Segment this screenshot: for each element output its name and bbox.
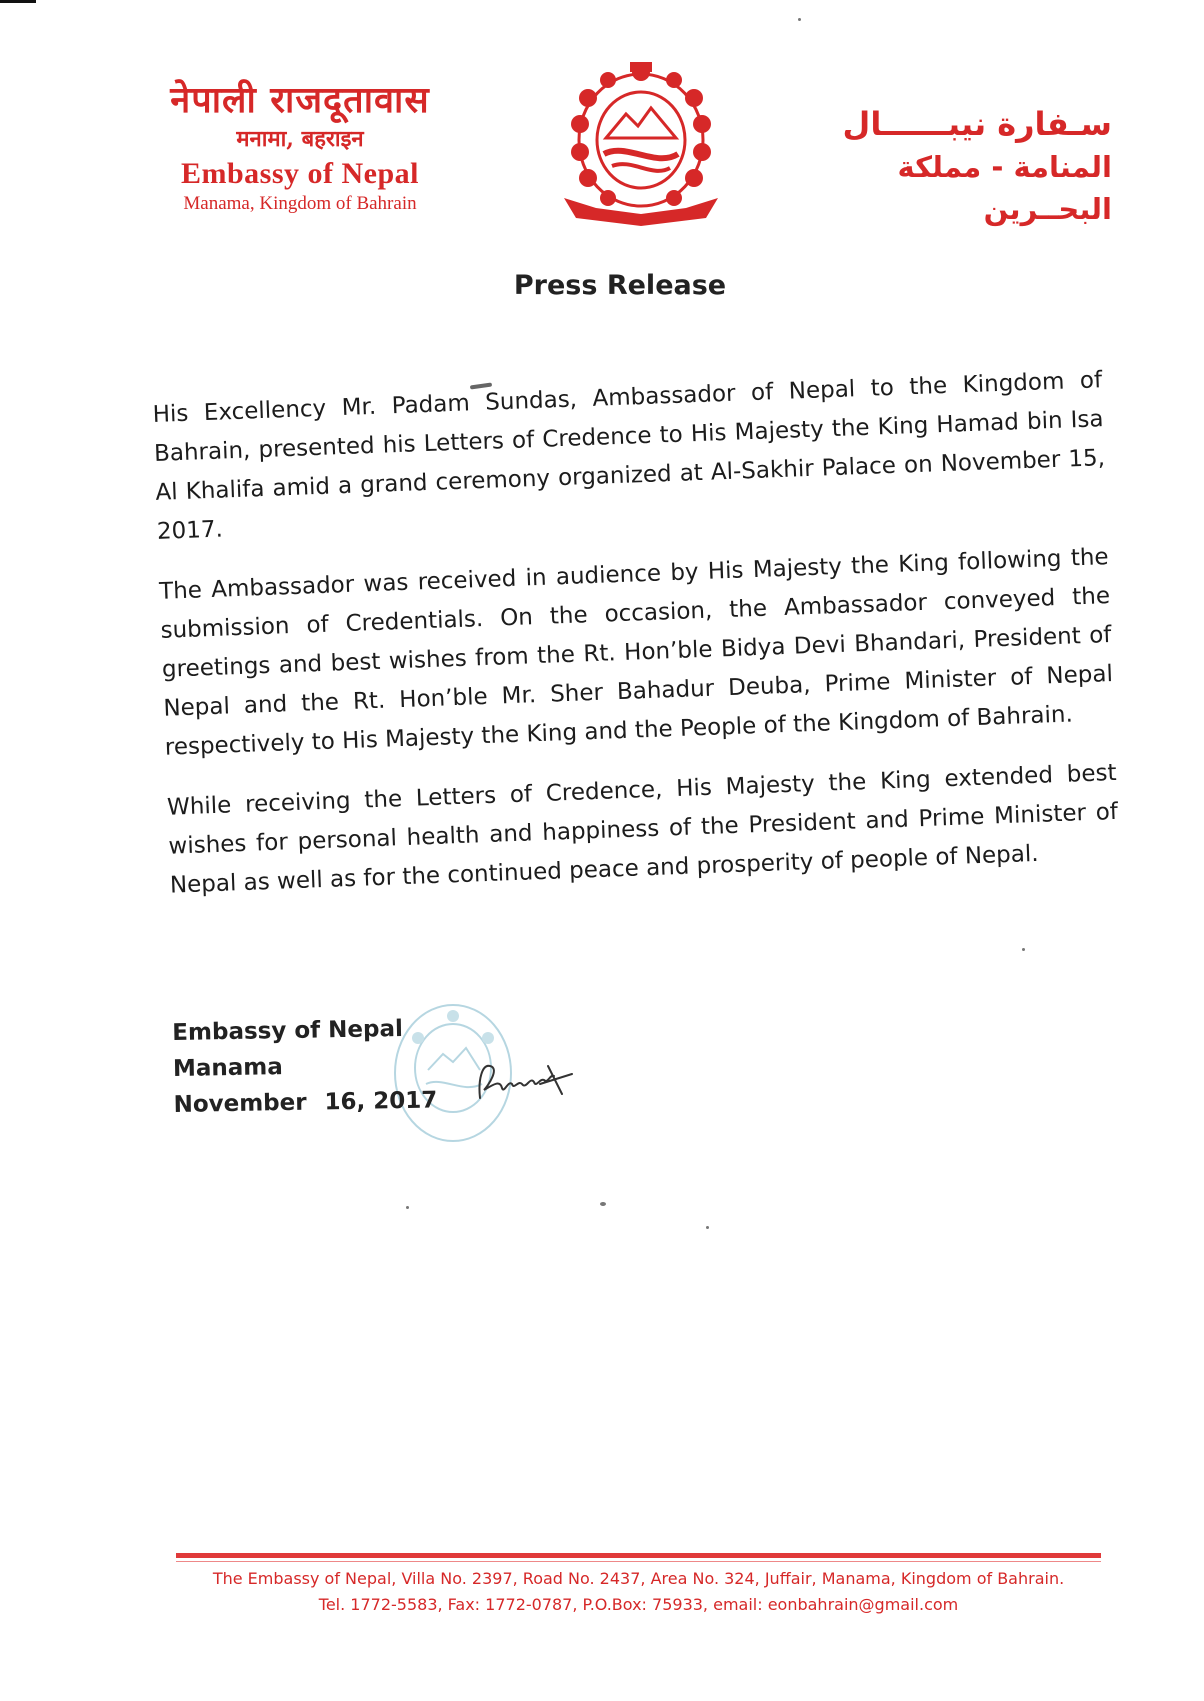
scan-speck [600, 1202, 606, 1206]
sign-off-date-month: November [173, 1089, 307, 1118]
arabic-location: المنامة - مملكة البحــرين [897, 150, 1112, 226]
document-title: Press Release [513, 270, 727, 301]
scan-corner-mark [0, 0, 36, 3]
footer-address: The Embassy of Nepal, Villa No. 2397, Road No. 2437, Area No. 324, Juffair, Manama, Kingdom of Bahrain. [212, 1569, 1065, 1588]
sign-off-date [173, 1082, 437, 1123]
letterhead-left [140, 78, 460, 216]
nepali-embassy-title: नेपाली राजदूतावास [170, 79, 430, 121]
arabic-embassy-title: سـفارة نيبــــــال [842, 105, 1112, 143]
handwritten-signature-icon [470, 1050, 580, 1110]
signature-block [172, 1010, 438, 1123]
nepal-coat-of-arms-icon [556, 58, 726, 228]
sign-off-city: Manama [172, 1054, 283, 1082]
scan-speck [706, 1226, 709, 1229]
footer [176, 1566, 1101, 1618]
paragraph-3: While receiving the Letters of Credence, His Majesty the King extended best wishes for personal health and happiness of the President and Prime Minister of Nepal as well as for the continued peace and prosperity of people of Nepal. [166, 759, 1119, 899]
footer-rule [176, 1553, 1101, 1558]
english-embassy-title: Embassy of Nepal [180, 157, 420, 190]
scan-speck [798, 18, 801, 21]
body-text [152, 361, 1121, 926]
scan-speck [406, 1206, 409, 1209]
sign-off-organization: Embassy of Nepal [172, 1015, 404, 1046]
paragraph-1: His Excellency Mr. Padam Sundas, Ambassador of Nepal to the Kingdom of Bahrain, presented his Letters of Credence to His Majesty the King Hamad bin Isa Al Khalifa amid a grand ceremony organized at Al-Sakhir Palace on November 15, 2017. [152, 367, 1106, 545]
footer-contact: Tel. 1772-5583, Fax: 1772-0787, P.O.Box: 75933, email: eonbahrain@gmail.com [318, 1595, 959, 1614]
paragraph-2: The Ambassador was received in audience by His Majesty the King following the submission of Credentials. On the occasion, the Ambassador conveyed the greetings and best wishes from the Rt. Hon’ble Bidya Devi Bhandari, President of Nepal and the Rt. Hon’ble Mr. Sher Bahadur Deuba, Prime Minister of Nepal respectively to His Majesty the King and the People of the Kingdom of Bahrain. [158, 544, 1114, 761]
sign-off-date-day-year: 16, 2017 [324, 1087, 438, 1116]
nepali-location: मनामा, बहराइन [236, 126, 364, 152]
scan-speck [1022, 948, 1025, 951]
letterhead-right [792, 102, 1112, 230]
english-location: Manama, Kingdom of Bahrain [183, 193, 417, 214]
footer-rule-thin [176, 1561, 1101, 1562]
